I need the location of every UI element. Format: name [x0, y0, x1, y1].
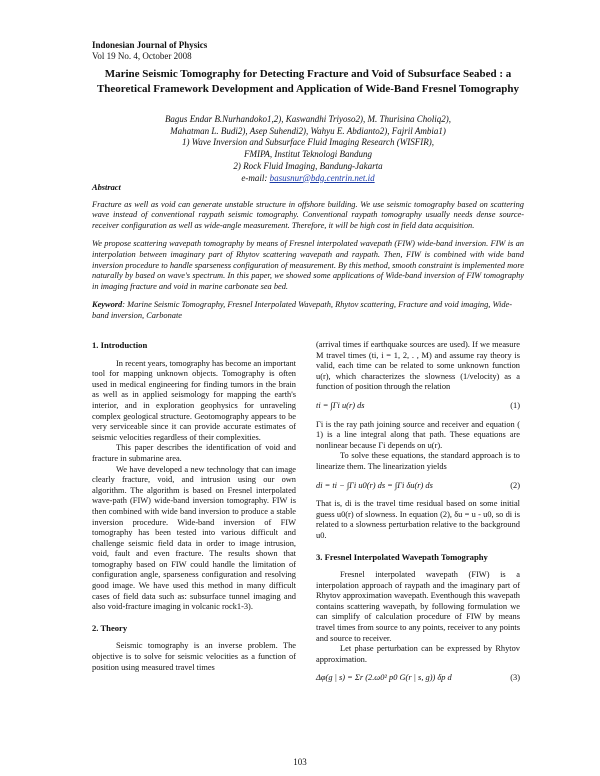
- theory-paragraph-5: That is, di is the travel time residual based on some initial guess u0(r) of slowness. In equation (2), δu = u - u0, so di is related to a slowness perturbation relative to the background u0.: [316, 499, 520, 540]
- fiw-paragraph-2: Let phase perturbation can be expressed by Rhytov approximation.: [316, 644, 520, 664]
- theory-paragraph-4: To solve these equations, the standard approach is to linearize them. The linearization yields: [316, 451, 520, 471]
- keyword-label: Keyword: [92, 300, 123, 310]
- theory-paragraph-1: Seismic tomography is an inverse problem. The objective is to solve for seismic velocities as a function of position using measured travel times: [92, 641, 296, 672]
- equation-1-body: ti = ∫Γi u(r) ds: [316, 400, 365, 410]
- affiliation-2: FMIPA, Institut Teknologi Bandung: [244, 149, 372, 160]
- equation-1: [316, 401, 520, 412]
- left-column: [92, 340, 296, 673]
- theory-paragraph-2: (arrival times if earthquake sources are used). If we measure M travel times (ti, i = 1, 2, . , M) and assume ray theory is valid, each time can be related to some unknown function u(r), which characterizes the slowness (1/velocity) as a function of position through the relation: [316, 340, 520, 392]
- author-line-1: Bagus Endar B.Nurhandoko1,2), Kaswandhi Triyoso2), M. Thurisina Choliq2),: [164, 114, 452, 124]
- keywords: [92, 300, 524, 321]
- equation-3: [316, 673, 520, 684]
- section-heading-theory: 2. Theory: [92, 622, 128, 633]
- equation-2: [316, 481, 520, 492]
- equation-2-number: (2): [510, 480, 520, 490]
- author-line-2: Mahatman L. Budi2), Asep Suhendi2), Wahyu E. Abdianto2), Fajril Ambia1): [170, 125, 446, 136]
- page-number: 103: [293, 757, 307, 767]
- equation-2-body: di = ti − ∫Γi u0(r) ds = ∫Γi δu(r) ds: [316, 480, 433, 490]
- section-heading-fiw: 3. Fresnel Interpolated Wavepath Tomography: [316, 551, 488, 562]
- fiw-paragraph-1: Fresnel interpolated wavepath (FIW) is a interpolation approach of raypath and the imaginary part of Rhytov approximation wavepath. Eventhough this wavepath contains scattering wavepath, by following formulation we can simplify of calculation procedure of FIW by means travel times from source to any points, receiver to any points and source to receiver.: [316, 570, 520, 643]
- equation-1-number: (1): [510, 400, 520, 410]
- journal-header: [92, 40, 207, 62]
- author-block: [92, 114, 524, 184]
- affiliation-3: 2) Rock Fluid Imaging, Bandung-Jakarta: [233, 160, 383, 171]
- email-label: e-mail:: [241, 172, 270, 183]
- equation-3-body: Δφ(g | s) = Σr (2.ω0² p0 G(r | s, g)) δp d: [316, 673, 452, 683]
- journal-issue: Vol 19 No. 4, October 2008: [92, 51, 192, 61]
- affiliation-1: 1) Wave Inversion and Subsurface Fluid Imaging Research (WISFIR),: [181, 137, 435, 148]
- paper-title: Marine Seismic Tomography for Detecting Fracture and Void of Subsurface Seabed : a Theoretical Framework Development and Application of Wide-Band Fresnel Tomography: [96, 68, 520, 95]
- intro-paragraph-2: This paper describes the identification of void and fracture in submarine area.: [92, 443, 296, 463]
- abstract-section: [92, 183, 524, 322]
- theory-paragraph-3: Γi is the ray path joining source and receiver and equation ( 1) is a line integral along that path. These equations are nonlinear because Γi depends on u(r).: [316, 419, 520, 450]
- intro-paragraph-3: We have developed a new technology that can image clearly fracture, void, and intrusion using our own algorithm. The algorithm is based on Fresnel interpolated wave-path (FIW) wide-band inversion tomography. FIW is then combined with wide band inversion to produce a stable inversion procedure. Wide-band inversion of FIW tomography has been tested into various difficult and challenge seismic field data in order to image intrusion, void, fault and even fracture. The results shown that tomography based on FIW could handle the limitation of configuration angle, sparseness configuration and resolving good image. We have used this method in many difficult cases of field data such as: subsurface tunnel imaging and also void-fracture imaging in volcanic rock1-3).: [92, 464, 296, 612]
- keyword-list: : Marine Seismic Tomography, Fresnel Interpolated Wavepath, Rhytov scattering, Fracture and void imaging, Wide-band inversion, Carbonate: [92, 300, 513, 320]
- abstract-paragraph-1: Fracture as well as void can generate unstable structure in offshore building. We use seismic tomography based on scattering wave instead of conventional raypath seismic tomography. Conventional raypath tomography usually needs dense source-receiver configuration as well as wide-angle measurement. Therefore, it will be high cost in field data acquisition.: [92, 199, 524, 230]
- abstract-heading: Abstract: [92, 183, 121, 192]
- right-column: [316, 340, 520, 692]
- equation-3-number: (3): [510, 673, 520, 683]
- abstract-paragraph-2: We propose scattering wavepath tomography by means of Fresnel interpolated wavepath (FIW) wide-band inversion. FIW is an interpolation between imaginary part of Rhytov scattering wavepath and raypath. Then, FIW is combined with wide band inversion procedure to handle sparseness configuration of measurement. By this method, smooth constraint is implemented more naturally by based on wave's spectrum. In this paper, we showed some applications of Wide-band inversion of FIW tomography in imaging fracture and void in marine carbonate sea bed.: [92, 239, 524, 291]
- email-link[interactable]: basusnur@bdg.centrin.net.id: [269, 172, 375, 183]
- intro-paragraph-1: In recent years, tomography has become an important tool for mapping unknown objects. Tomography is often used in medical engineering for finding tumors in the brain as well as in applied seismology for mapping the earth's interior, and in exploration geophysics for unraveling complex geological structure. Geotomography appears to be very serviceable since it can provide accurate estimates of seismic velocities regardless of their complexities.: [92, 358, 296, 442]
- section-heading-introduction: 1. Introduction: [92, 340, 148, 350]
- journal-name: Indonesian Journal of Physics: [92, 40, 208, 50]
